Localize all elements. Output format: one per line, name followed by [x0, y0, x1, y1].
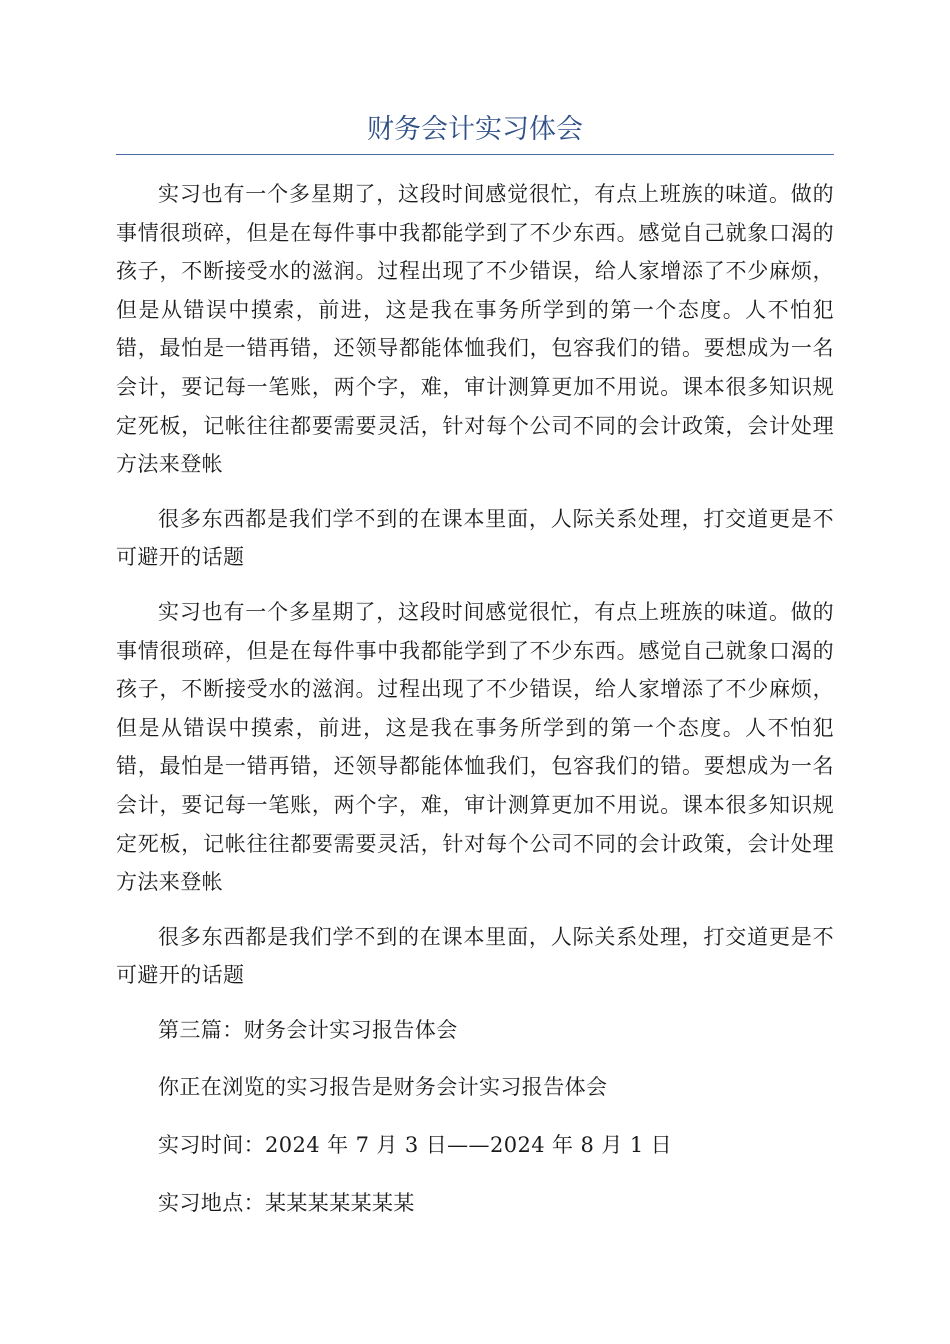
paragraph-2: 很多东西都是我们学不到的在课本里面，人际关系处理，打交道更是不可避开的话题	[116, 506, 834, 570]
document-page	[116, 108, 834, 1241]
paragraph-browsing-note: 你正在浏览的实习报告是财务会计实习报告体会	[158, 1075, 608, 1100]
section-heading: 第三篇：财务会计实习报告体会	[158, 1017, 458, 1042]
document-body	[116, 175, 834, 1222]
paragraph-4: 很多东西都是我们学不到的在课本里面，人际关系处理，打交道更是不可避开的话题	[116, 924, 834, 988]
paragraph-3: 实习也有一个多星期了，这段时间感觉很忙，有点上班族的味道。做的事情很琐碎，但是在每件事中我都能学到了不少东西。感觉自己就象口渴的孩子，不断接受水的滋润。过程出现了不少错误，给人家增添了不少麻烦，但是从错误中摸索，前进，这是我在事务所学到的第一个态度。人不怕犯错，最怕是一错再错，还领导都能体恤我们，包容我们的错。要想成为一名会计，要记每一笔账，两个字，难，审计测算更加不用说。课本很多知识规定死板，记帐往往都要需要灵活，针对每个公司不同的会计政策，会计处理方法来登帐	[116, 599, 834, 895]
document-title: 财务会计实习体会	[116, 108, 834, 155]
internship-location: 实习地点：某某某某某某某	[158, 1190, 415, 1215]
internship-time: 实习时间：2024 年 7 月 3 日——2024 年 8 月 1 日	[158, 1133, 673, 1158]
paragraph-1: 实习也有一个多星期了，这段时间感觉很忙，有点上班族的味道。做的事情很琐碎，但是在每件事中我都能学到了不少东西。感觉自己就象口渴的孩子，不断接受水的滋润。过程出现了不少错误，给人家增添了不少麻烦，但是从错误中摸索，前进，这是我在事务所学到的第一个态度。人不怕犯错，最怕是一错再错，还领导都能体恤我们，包容我们的错。要想成为一名会计，要记每一笔账，两个字，难，审计测算更加不用说。课本很多知识规定死板，记帐往往都要需要灵活，针对每个公司不同的会计政策，会计处理方法来登帐	[116, 182, 834, 477]
